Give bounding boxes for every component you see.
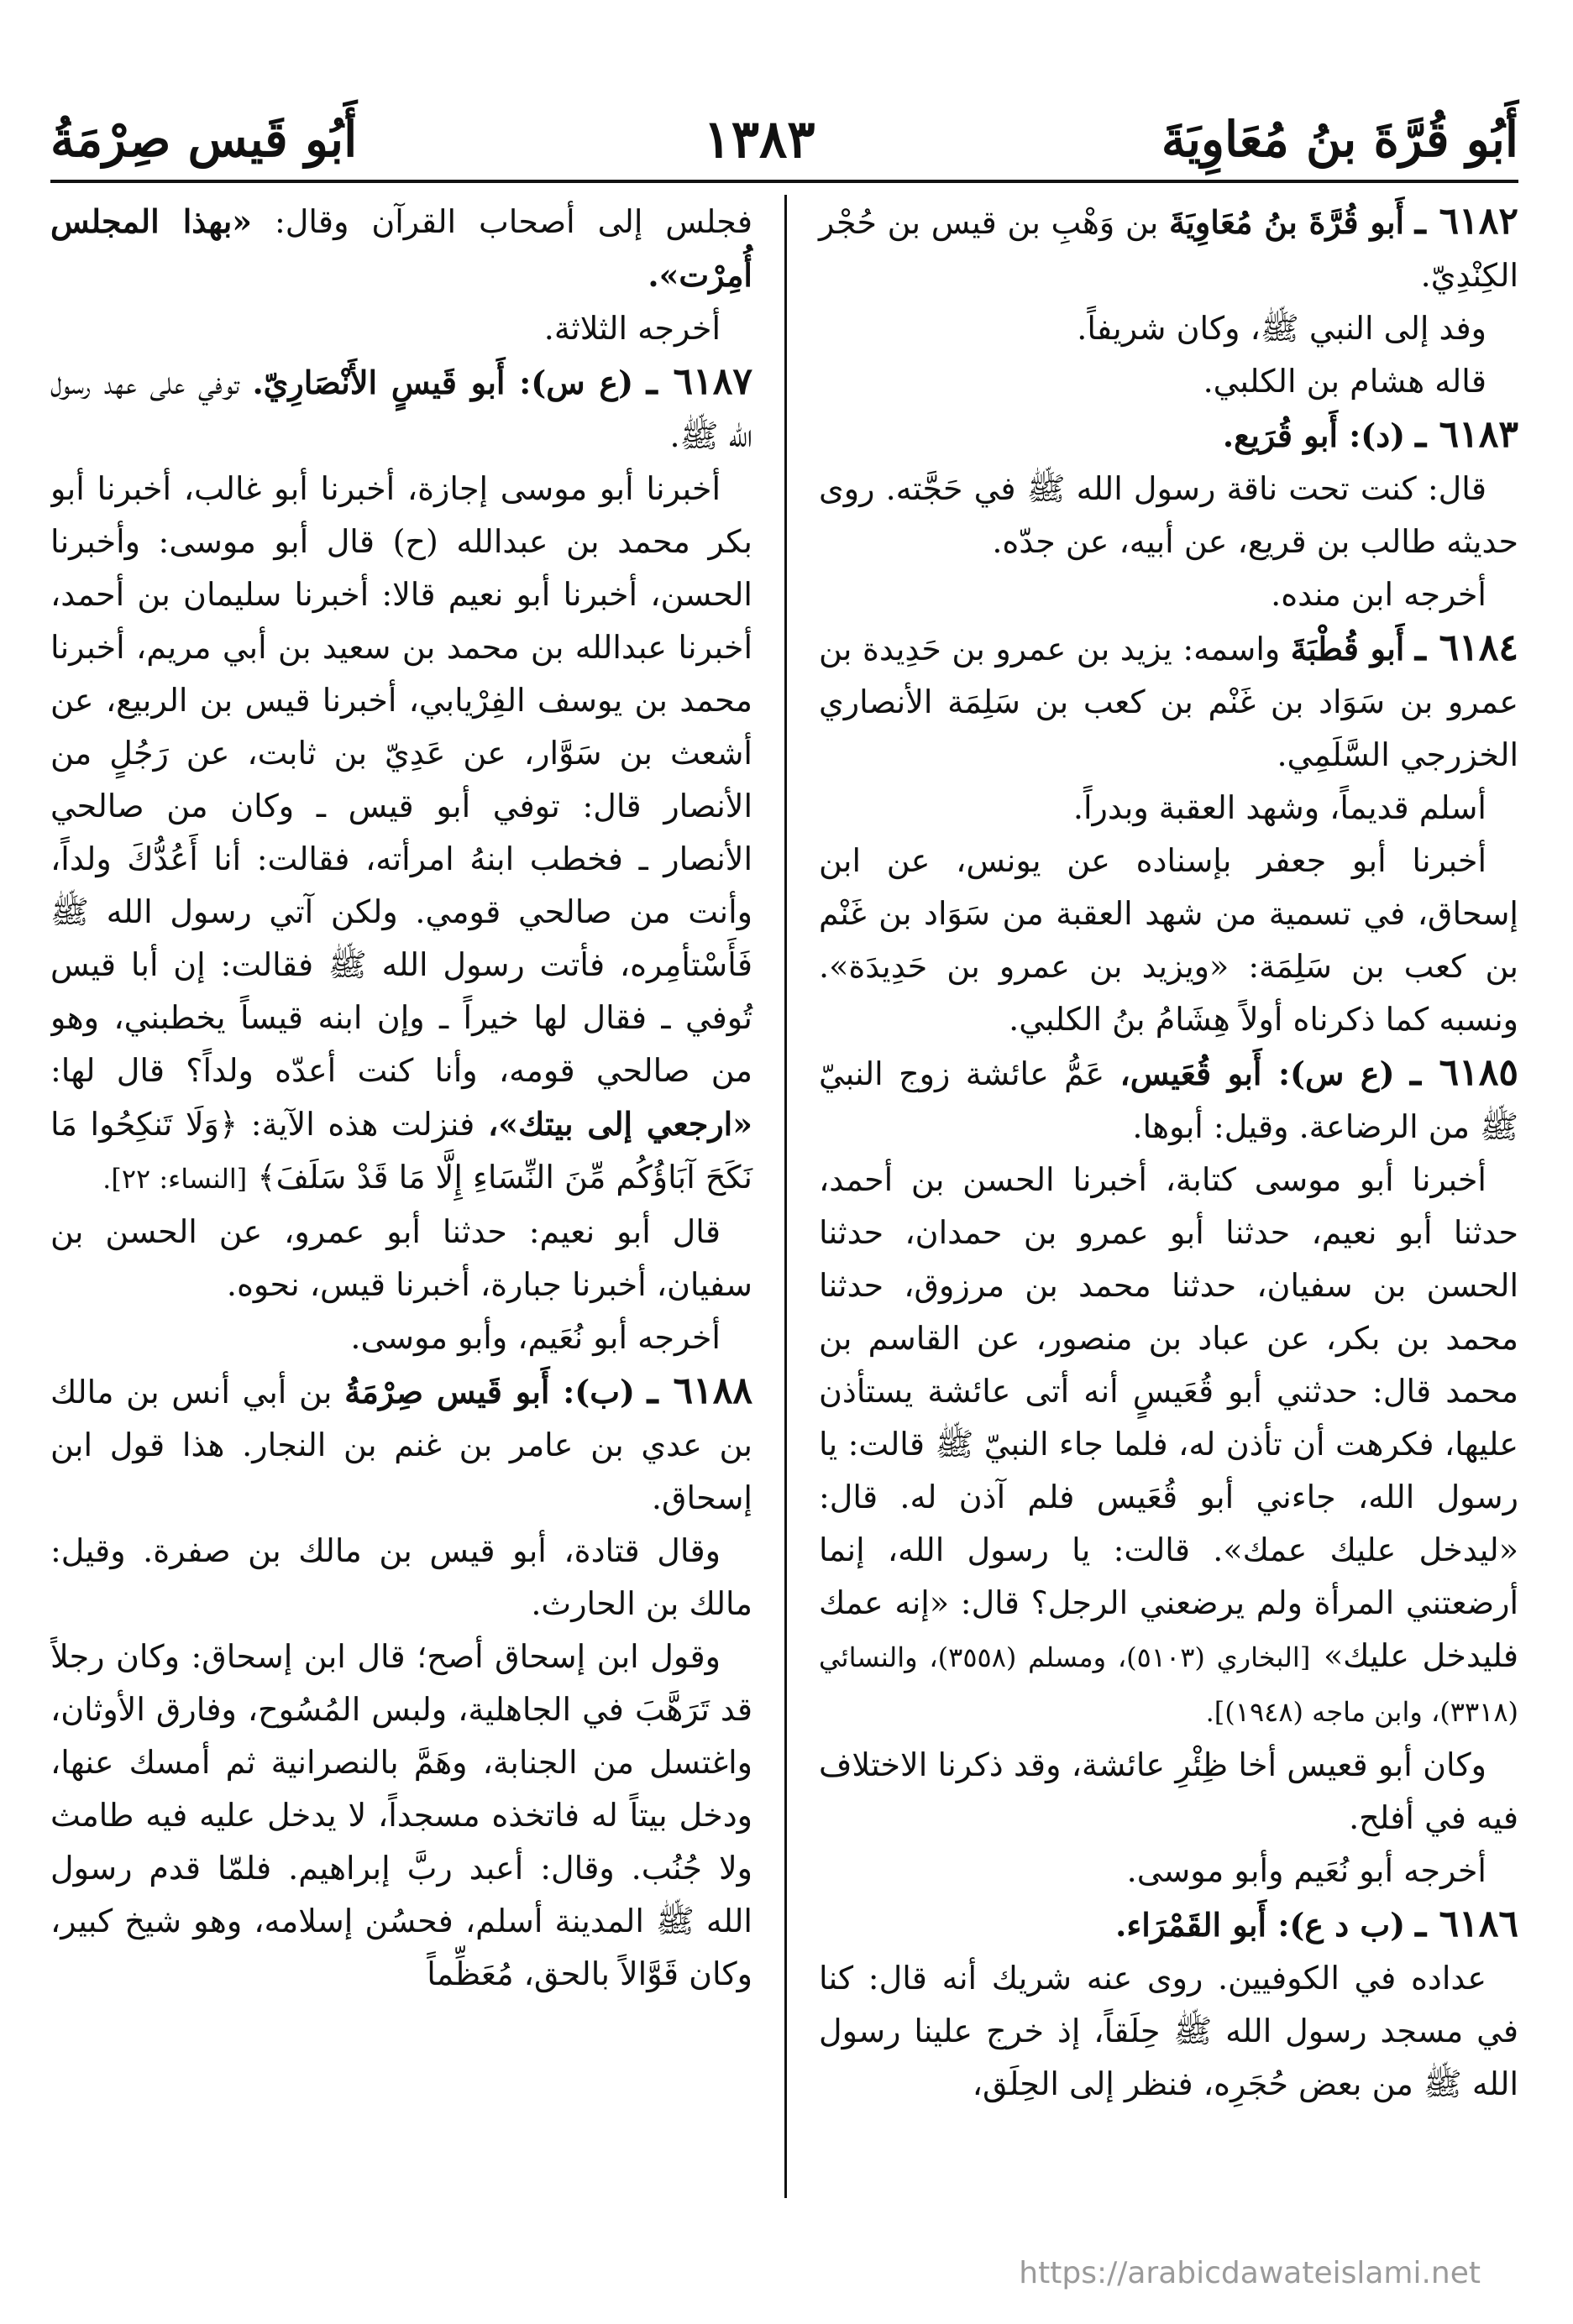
- entry-number: ٦١٨٧ ـ: [646, 360, 752, 403]
- paragraph: أسلم قديماً، وشهد العقبة وبدراً.: [1072, 789, 1486, 826]
- entry-number: ٦١٨٥ ـ: [1409, 1051, 1518, 1094]
- paragraph: وفد إلى النبي ﷺ، وكان شريفاً.: [1077, 310, 1486, 347]
- hadith-text: أخبرنا أبو موسى إجازة، أخبرنا أبو غالب، أخبرنا أبو بكر محمد بن عبدالله (ح) قال أبو موسى: وأخبرنا الحسن، أخبرنا أبو نعيم قالا: أخبرنا سليمان بن أحمد، أخبرنا عبدالله بن محمد بن سعيد بن أبي مريم، أخبرنا محمد بن يوسف الفِرْيابي، أخبرنا قيس بن الربيع، عن أشعث بن سَوَّار، عن عَدِيّ بن ثابت، عن رَجُلٍ من الأنصار قال: توفي أبو قيس ـ وكان من صالحي الأنصار ـ فخطب ابنهُ امرأته، فقالت: أنا أَعُدُّكَ ولداً، وأنت من صالحي قومي. ولكن آتي رسول الله ﷺ فَأَسْتأمِره، فأتت رسول الله ﷺ فقالت: إن أبا قيس تُوفي ـ فقال لها خيراً ـ وإن ابنه قيساً يخطبني، وهو من صالحي قومه، وأنا كنت أعدّه ولداً؟ قال لها:: [50, 470, 752, 1089]
- entry-number: ٦١٨٦ ـ: [1415, 1903, 1518, 1945]
- paragraph-text: فجلس إلى أصحاب القرآن وقال:: [274, 203, 752, 240]
- entry-6182: [819, 195, 1518, 302]
- entry-text: توفي على عهد رسول الله ﷺ.: [50, 364, 752, 454]
- paragraph: أخرجه أبو نُعَيم، وأبو موسى.: [350, 1319, 721, 1356]
- paragraph: وكان أبو قعيس أخا ظِئْرِ عائشة، وقد ذكرنا الاختلاف فيه في أفلح.: [819, 1746, 1518, 1836]
- citation: [النساء: ٢٢].: [102, 1163, 248, 1195]
- entry-text: بن وَهْبِ بن قيس بن حُجْر الكِنْدِيّ.: [819, 204, 1518, 294]
- right-column: [784, 195, 1518, 2198]
- entry-text: بن أبي أنس بن مالك بن عدي بن عامر بن غنم بن النجار. هذا قول ابن إسحاق.: [50, 1374, 752, 1516]
- watermark-url: https://arabicdawateislami.net: [1019, 2256, 1481, 2290]
- entry-6187: [50, 355, 752, 463]
- entry-number: ٦١٨٢ ـ: [1414, 200, 1518, 243]
- left-column: [50, 195, 784, 2198]
- header-right-title: أَبُو قُرَّةَ بنُ مُعَاوِيَةَ: [1161, 111, 1518, 168]
- quote: «بهذا المجلس أُمِرْت».: [50, 202, 752, 294]
- paragraph: [50, 195, 752, 302]
- entry-text: واسمه: يزيد بن عمرو بن حَدِيدة بن عمرو بن سَوَاد بن غَنْم بن كعب بن سَلِمَة الأنصاري الخزرجي السَّلَمِي.: [819, 631, 1518, 773]
- entry-text: عَمُّ عائشة زوج النبيّ ﷺ من الرضاعة. وقيل: أبوها.: [819, 1055, 1518, 1145]
- paragraph: [50, 463, 752, 1206]
- paragraph: قال: كنت تحت ناقة رسول الله ﷺ في حَجَّته. روى حديثه طالب بن قريع، عن أبيه، عن جدّه.: [819, 470, 1518, 560]
- entry-name: (د): أَبو قُرَيع.: [1222, 416, 1406, 454]
- quote: «ارجعي إلى بيتك»،: [487, 1105, 752, 1143]
- page-number: ١٣٨٣: [703, 108, 815, 170]
- entry-name: (ب د ع): أَبو القَمْرَاء.: [1115, 1906, 1406, 1944]
- entry-number: ٦١٨٣ ـ: [1415, 413, 1518, 456]
- page-header: [50, 99, 1518, 183]
- paragraph: أخبرنا أبو جعفر بإسناده عن يونس، عن ابن إسحاق، في تسمية من شهد العقبة من سَوَاد بن غَنْم بن كعب بن سَلِمَة: «ويزيد بن عمرو بن حَدِيدَة». ونسبه كما ذكرناه أولاً هِشَامُ بنُ الكلبي.: [819, 842, 1518, 1038]
- entry-name: أَبو قُطْبَةَ: [1290, 630, 1405, 667]
- entry-name: (ع س): أَبو قَيسٍ الأَنْصَارِيّ.: [252, 364, 634, 401]
- entry-6185: [819, 1046, 1518, 1154]
- entry-name: (ع س): أَبو قُعَيس،: [1119, 1055, 1395, 1092]
- paragraph: وقال قتادة، أبو قيس بن مالك بن صفرة. وقيل: مالك بن الحارث.: [50, 1532, 752, 1622]
- paragraph: قاله هشام بن الكلبي.: [1203, 363, 1486, 400]
- header-left-title: أَبُو قَيس صِرْمَةُ: [50, 111, 358, 168]
- paragraph: وقول ابن إسحاق أصح؛ قال ابن إسحاق: وكان رجلاً قد تَرَهَّبَ في الجاهلية، ولبس المُسُوح، وفارق الأوثان، واغتسل من الجنابة، وهَمَّ بالنصرانية ثم أمسك عنها، ودخل بيتاً له فاتخذه مسجداً، لا يدخل عليه فيه طامث ولا جُنُب. وقال: أعبد ربَّ إبراهيم. فلمّا قدم رسول الله ﷺ المدينة أسلم، فحسُن إسلامه، وهو شيخ كبير، وكان قَوَّالاً بالحق، مُعَظِّماً: [50, 1638, 752, 1992]
- paragraph: عداده في الكوفيين. روى عنه شريك أنه قال: كنا في مسجد رسول الله ﷺ حِلَقاً، إذ خرج علينا رسول الله ﷺ من بعض حُجَرِه، فنظر إلى الحِلَق،: [819, 1960, 1518, 2102]
- citation: [البخاري (٥١٠٣)، ومسلم (٣٥٥٨)، والنسائي (٣٣١٨)، وابن ماجه (١٩٤٨)].: [819, 1641, 1518, 1728]
- verse: فنزلت هذه الآية: ﴿وَلَا تَنكِحُوا مَا نَكَحَ آبَاؤُكُم مِّنَ النِّسَاءِ إِلَّا مَا قَدْ سَلَفَ﴾: [50, 1106, 752, 1196]
- paragraph: أخرجه ابن منده.: [1271, 576, 1486, 613]
- paragraph: قال أبو نعيم: حدثنا أبو عمرو، عن الحسن بن سفيان، أخبرنا جبارة، أخبرنا قيس، نحوه.: [50, 1213, 752, 1303]
- entry-6184: [819, 621, 1518, 782]
- hadith-text: أخبرنا أبو موسى كتابة، أخبرنا الحسن بن أحمد، حدثنا أبو نعيم، حدثنا أبو عمرو بن حمدان، حدثنا الحسن بن سفيان، حدثنا محمد بن مرزوق، حدثنا محمد بن بكر، عن عباد بن منصور، عن القاسم بن محمد قال: حدثني أبو قُعَيسٍ أنه أتى عائشة يستأذن عليها، فكرهت أن تأذن له، فلما جاء النبيّ ﷺ قالت: يا رسول الله، جاءني أبو قُعَيس فلم آذن له. قال: «ليدخل عليك عمك». قالت: يا رسول الله، إنما أرضعتني المرأة ولم يرضعني الرجل؟ قال: «إنه عمك فليدخل عليك»: [819, 1161, 1518, 1674]
- paragraph: أخرجه الثلاثة.: [543, 310, 721, 347]
- entry-number: ٦١٨٤ ـ: [1414, 626, 1518, 669]
- text-columns: [50, 195, 1518, 2198]
- paragraph: أخرجه أبو نُعَيم وأبو موسى.: [1126, 1852, 1486, 1889]
- entry-6186: [819, 1897, 1518, 1952]
- entry-name: أَبو قُرَّةَ بنُ مُعَاوِيَةَ: [1168, 203, 1405, 241]
- entry-6188: [50, 1364, 752, 1525]
- entry-number: ٦١٨٨ ـ: [647, 1369, 752, 1412]
- entry-name: (ب): أَبو قَيس صِرْمَةُ: [344, 1373, 636, 1411]
- paragraph: [819, 1154, 1518, 1739]
- entry-6183: [819, 408, 1518, 463]
